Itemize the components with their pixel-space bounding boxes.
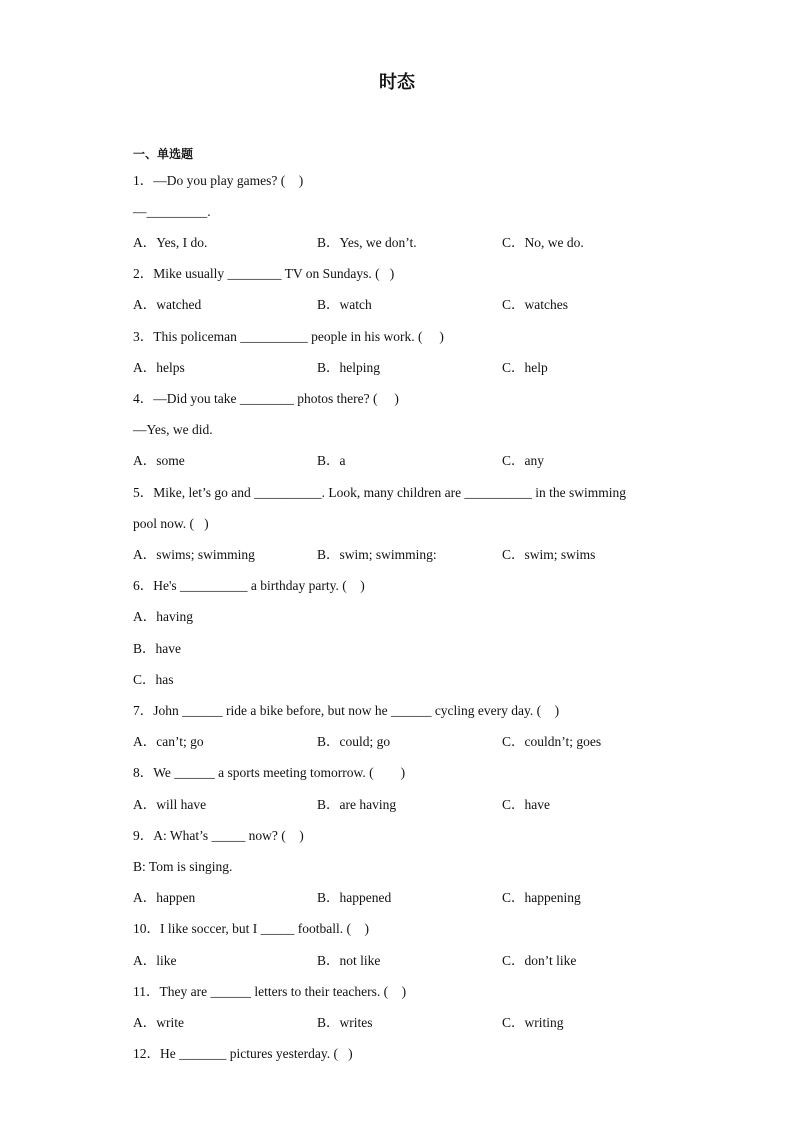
question-3-option-b: B．helping <box>317 360 380 375</box>
question-12-stem: 12．He _______ pictures yesterday. ( ) <box>133 1046 353 1061</box>
question-2-option-a: A．watched <box>133 297 202 312</box>
question-7-option-b: B．could; go <box>317 734 391 749</box>
question-11-option-c: C．writing <box>502 1015 564 1030</box>
question-6-option-b: B．have <box>133 641 181 656</box>
question-2-stem: 2．Mike usually ________ TV on Sundays. ( ) <box>133 266 395 281</box>
question-6-option-c: C．has <box>133 672 174 687</box>
page-title: 时态 <box>379 72 415 93</box>
question-2-option-c: C．watches <box>502 297 568 312</box>
question-11-option-a: A．write <box>133 1015 184 1030</box>
question-1-stem: 1．—Do you play games? ( ) <box>133 173 304 188</box>
question-1-option-a: A．Yes, I do. <box>133 235 208 250</box>
question-8-option-a: A．will have <box>133 797 207 812</box>
question-5-option-a: A．swims; swimming <box>133 547 255 562</box>
question-8-option-c: C．have <box>502 797 550 812</box>
question-9-option-b: B．happened <box>317 890 392 905</box>
question-9-dialogue-line: B: Tom is singing. <box>133 859 233 874</box>
question-11-option-b: B．writes <box>317 1015 373 1030</box>
question-9-option-c: C．happening <box>502 890 581 905</box>
question-5-option-c: C．swim; swims <box>502 547 596 562</box>
question-8-stem: 8．We ______ a sports meeting tomorrow. ( ) <box>133 765 406 780</box>
question-6-option-a: A．having <box>133 609 193 624</box>
question-4-option-a: A．some <box>133 453 185 468</box>
question-1-option-c: C．No, we do. <box>502 235 584 250</box>
question-1-option-b: B．Yes, we don’t. <box>317 235 417 250</box>
section-heading: 一、单选题 <box>133 147 194 161</box>
question-6-stem: 6．He's __________ a birthday party. ( ) <box>133 578 365 593</box>
question-3-option-c: C．help <box>502 360 548 375</box>
question-1-answer-line: —_________. <box>133 204 211 219</box>
question-5-stem-continued: pool now. ( ) <box>133 516 209 531</box>
question-4-stem: 4．—Did you take ________ photos there? ( ) <box>133 391 399 406</box>
question-7-option-c: C．couldn’t; goes <box>502 734 602 749</box>
question-10-option-c: C．don’t like <box>502 953 577 968</box>
question-5-stem: 5．Mike, let’s go and __________. Look, many children are __________ in the swimming <box>133 485 627 500</box>
question-8-option-b: B．are having <box>317 797 397 812</box>
question-5-option-b: B．swim; swimming: <box>317 547 437 562</box>
question-9-option-a: A．happen <box>133 890 196 905</box>
question-3-option-a: A．helps <box>133 360 185 375</box>
question-3-stem: 3．This policeman __________ people in his work. ( ) <box>133 329 444 344</box>
question-10-option-a: A．like <box>133 953 177 968</box>
question-4-option-b: B．a <box>317 453 346 468</box>
question-2-option-b: B．watch <box>317 297 372 312</box>
question-7-stem: 7．John ______ ride a bike before, but now he ______ cycling every day. ( ) <box>133 703 560 718</box>
question-7-option-a: A．can’t; go <box>133 734 204 749</box>
question-11-stem: 11．They are ______ letters to their teachers. ( ) <box>133 984 407 999</box>
question-9-stem: 9．A: What’s _____ now? ( ) <box>133 828 304 843</box>
question-4-dialogue-line: —Yes, we did. <box>133 422 213 437</box>
question-10-option-b: B．not like <box>317 953 381 968</box>
question-10-stem: 10．I like soccer, but I _____ football. ( ) <box>133 921 370 936</box>
question-4-option-c: C．any <box>502 453 544 468</box>
